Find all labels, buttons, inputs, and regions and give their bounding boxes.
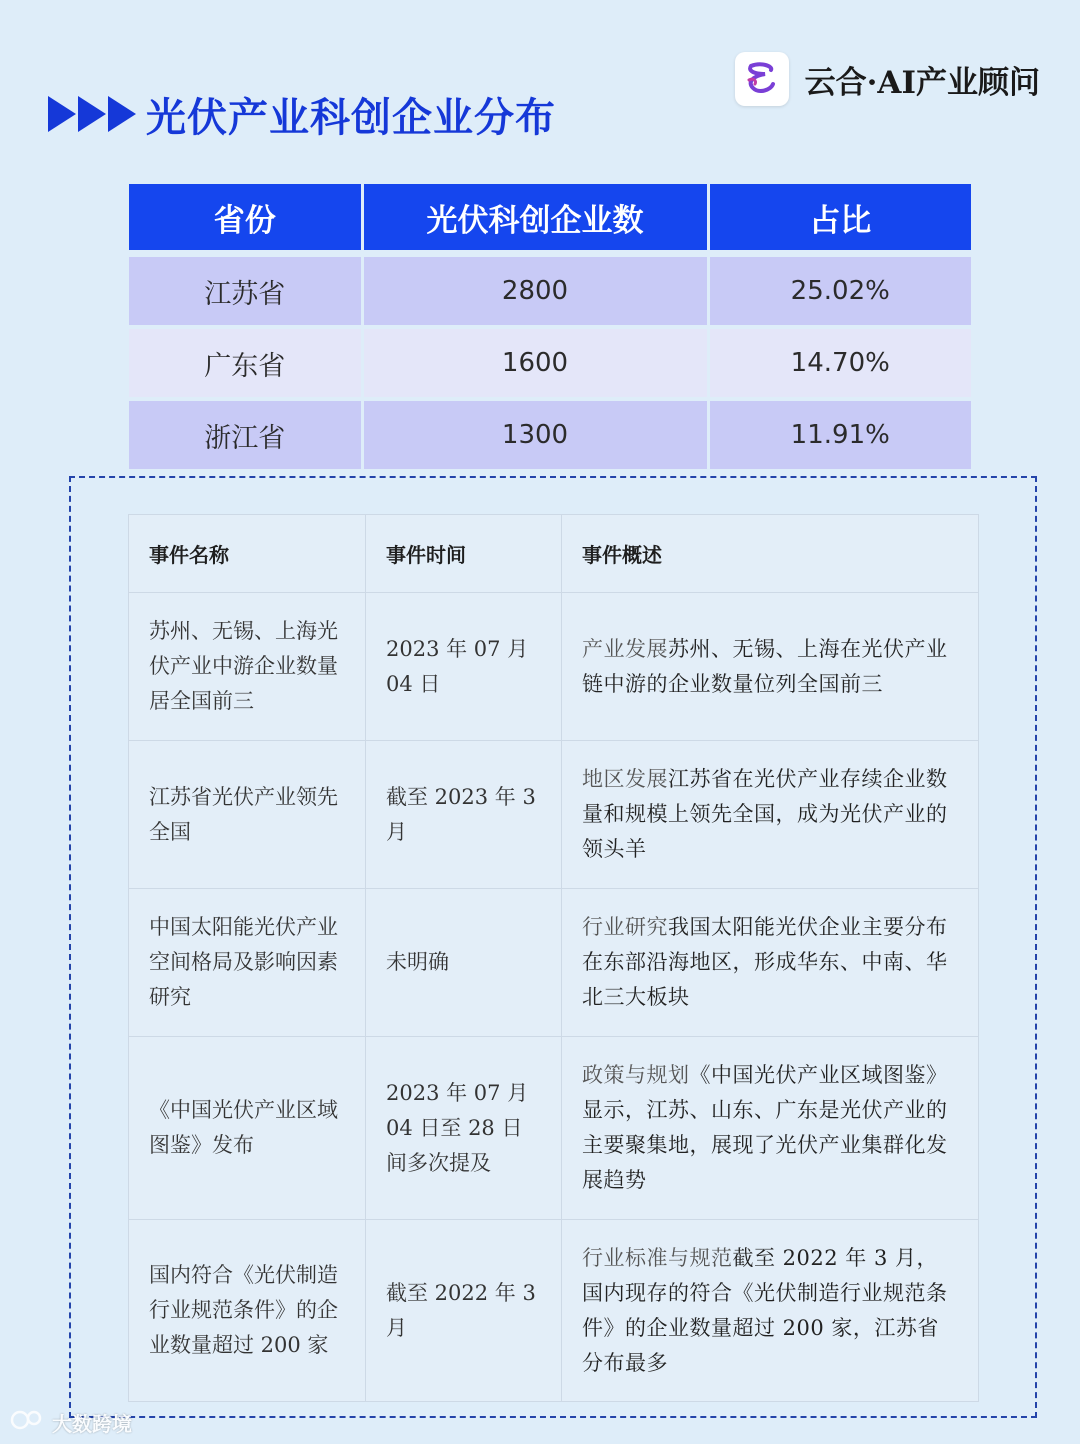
event-time-cell: 2023 年 07 月 04 日至 28 日间多次提及 — [366, 1037, 562, 1220]
event-time-cell: 截至 2023 年 3 月 — [366, 741, 562, 889]
header-event-time: 事件时间 — [366, 515, 562, 593]
share-cell: 14.70% — [708, 327, 971, 399]
event-name-cell: 江苏省光伏产业领先全国 — [129, 741, 366, 889]
table-row — [129, 889, 979, 1037]
event-summary-cell — [562, 741, 979, 889]
event-detail: 苏州、无锡、上海在光伏产业链中游的企业数量位列全国前三 — [582, 636, 948, 696]
event-category: 行业研究 — [582, 915, 668, 939]
camera-lens-icon — [10, 1408, 46, 1437]
event-summary-cell — [562, 1037, 979, 1220]
header-event-name: 事件名称 — [129, 515, 366, 593]
count-cell: 2800 — [362, 254, 708, 328]
event-detail: 《中国光伏产业区域图鉴》显示，江苏、山东、广东是光伏产业的主要聚集地，展现了光伏产业集群化发展趋势 — [582, 1063, 948, 1192]
event-summary-cell — [562, 1220, 979, 1402]
purple-swirl-logo-icon — [735, 52, 789, 106]
event-detail: 截至 2022 年 3 月，国内现存的符合《光伏制造行业规范条件》的企业数量超过 200 家，江苏省分布最多 — [582, 1245, 948, 1375]
triple-arrow-icon — [48, 96, 136, 132]
table-row — [129, 399, 971, 471]
province-cell: 江苏省 — [129, 254, 362, 328]
table-row — [129, 741, 979, 889]
event-name-cell: 国内符合《光伏制造行业规范条件》的企业数量超过 200 家 — [129, 1220, 366, 1402]
event-detail: 江苏省在光伏产业存续企业数量和规模上领先全国，成为光伏产业的领头羊 — [582, 767, 948, 861]
share-cell: 11.91% — [708, 399, 971, 471]
table-row — [129, 1037, 979, 1220]
province-cell: 广东省 — [129, 327, 362, 399]
header-province: 省份 — [129, 184, 362, 254]
event-detail: 我国太阳能光伏企业主要分布在东部沿海地区，形成华东、中南、华北三大板块 — [582, 915, 948, 1009]
event-time-cell: 截至 2022 年 3 月 — [366, 1220, 562, 1402]
event-time-cell: 2023 年 07 月 04 日 — [366, 593, 562, 741]
event-name-cell: 中国太阳能光伏产业空间格局及影响因素研究 — [129, 889, 366, 1037]
page-title-row — [48, 84, 556, 144]
event-category: 政策与规划 — [582, 1063, 690, 1087]
event-name-cell: 《中国光伏产业区域图鉴》发布 — [129, 1037, 366, 1220]
header-event-summary: 事件概述 — [562, 515, 979, 593]
table-row — [129, 1220, 979, 1402]
watermark-text: 大数跨境 — [52, 1412, 132, 1436]
event-time-cell: 未明确 — [366, 889, 562, 1037]
header-share: 占比 — [708, 184, 971, 254]
events-table — [128, 514, 979, 1402]
count-cell: 1300 — [362, 399, 708, 471]
event-summary-cell — [562, 889, 979, 1037]
watermark — [10, 1408, 132, 1437]
event-name-cell: 苏州、无锡、上海光伏产业中游企业数量居全国前三 — [129, 593, 366, 741]
province-summary-table — [129, 184, 971, 473]
header-company-count: 光伏科创企业数 — [362, 184, 708, 254]
table-row — [129, 254, 971, 328]
event-summary-cell — [562, 593, 979, 741]
province-cell: 浙江省 — [129, 399, 362, 471]
event-category: 地区发展 — [582, 767, 668, 791]
count-cell: 1600 — [362, 327, 708, 399]
table-row — [129, 327, 971, 399]
summary-header-row — [129, 184, 971, 254]
brand-name: 云合·AI产业顾问 — [804, 64, 1040, 101]
event-category: 产业发展 — [582, 636, 668, 661]
share-cell: 25.02% — [708, 254, 971, 328]
table-row — [129, 593, 979, 741]
page-title: 光伏产业科创企业分布 — [146, 94, 556, 141]
events-header-row — [129, 515, 979, 593]
brand — [735, 52, 1040, 106]
event-category: 行业标准与规范 — [582, 1245, 733, 1270]
